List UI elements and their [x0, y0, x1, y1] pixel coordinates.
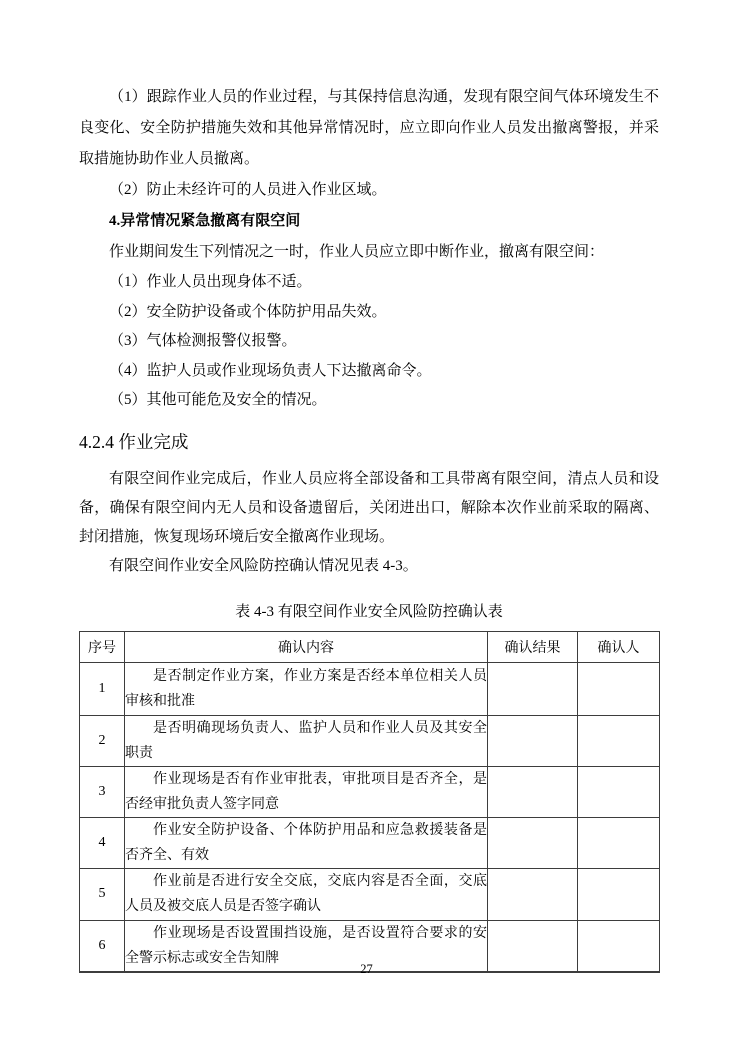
confirmation-content-cell: 作业前是否进行安全交底，交底内容是否全面，交底人员及被交底人员是否签字确认 [125, 868, 488, 920]
result-cell [488, 868, 578, 920]
list-item: （4）监护人员或作业现场负责人下达撤离命令。 [109, 362, 432, 379]
list-item: （2）安全防护设备或个体防护用品失效。 [109, 303, 387, 320]
list-item: （3）气体检测报警仪报警。 [109, 333, 297, 349]
confirmation-content-cell: 作业安全防护设备、个体防护用品和应急救援装备是否齐全、有效 [125, 817, 488, 868]
table-caption: 表 4-3 有限空间作业安全风险防控确认表 [235, 603, 503, 620]
table-row [80, 766, 660, 817]
table-header-row [80, 631, 660, 662]
table-row [80, 715, 660, 766]
person-cell [578, 817, 660, 868]
person-cell [578, 766, 660, 817]
paragraph-table-reference: 有限空间作业安全风险防控确认情况见表 4-3。 [109, 557, 418, 574]
confirmation-content-cell: 是否明确现场负责人、监护人员和作业人员及其安全职责 [125, 715, 488, 766]
list-item: （5）其他可能危及安全的情况。 [109, 392, 327, 408]
result-cell [488, 715, 578, 766]
section-heading-work-completion: 4.2.4 作业完成 [79, 431, 189, 452]
subsection-heading-emergency-evacuation: 4.异常情况紧急撤离有限空间 [109, 213, 301, 229]
confirmation-content-cell: 作业现场是否设置围挡设施，是否设置符合要求的安全警示标志或安全告知牌 [125, 920, 488, 972]
paragraph-completion-procedure: 有限空间作业完成后，作业人员应将全部设备和工具带离有限空间，清点人员和设备，确保有限空间内无人员和设备遗留后，关闭进出口，解除本次作业前采取的隔离、封闭措施，恢复现场环境后安全撤离作业现场。 [79, 470, 659, 545]
row-number-cell: 5 [80, 868, 125, 920]
confirmation-content-cell: 是否制定作业方案，作业方案是否经本单位相关人员审核和批准 [125, 662, 488, 715]
person-cell [578, 662, 660, 715]
paragraph-evacuation-intro: 作业期间发生下列情况之一时，作业人员应立即中断作业，撤离有限空间： [109, 244, 605, 260]
column-header-no: 序号 [80, 631, 125, 662]
page-content [79, 82, 659, 973]
person-cell [578, 868, 660, 920]
paragraph-monitoring-duty: （1）跟踪作业人员的作业过程，与其保持信息沟通，发现有限空间气体环境发生不良变化、安全防护措施失效和其他异常情况时，应立即向作业人员发出撤离警报，并采取措施协助作业人员撤离。 [79, 89, 659, 167]
column-header-person: 确认人 [578, 631, 660, 662]
table-row [80, 662, 660, 715]
row-number-cell: 3 [80, 766, 125, 817]
column-header-result: 确认结果 [488, 631, 578, 662]
list-item: （1）作业人员出现身体不适。 [109, 274, 312, 290]
result-cell [488, 662, 578, 715]
column-header-content: 确认内容 [125, 631, 488, 662]
table-row [80, 817, 660, 868]
result-cell [488, 766, 578, 817]
row-number-cell: 6 [80, 920, 125, 972]
confirmation-content-cell: 作业现场是否有作业审批表，审批项目是否齐全，是否经审批负责人签字同意 [125, 766, 488, 817]
person-cell [578, 715, 660, 766]
result-cell [488, 817, 578, 868]
row-number-cell: 4 [80, 817, 125, 868]
table-row [80, 868, 660, 920]
paragraph-prevent-entry: （2）防止未经许可的人员进入作业区域。 [109, 182, 387, 198]
row-number-cell: 1 [80, 662, 125, 715]
risk-confirmation-table [79, 631, 660, 973]
page-number: 27 [360, 962, 373, 976]
row-number-cell: 2 [80, 715, 125, 766]
